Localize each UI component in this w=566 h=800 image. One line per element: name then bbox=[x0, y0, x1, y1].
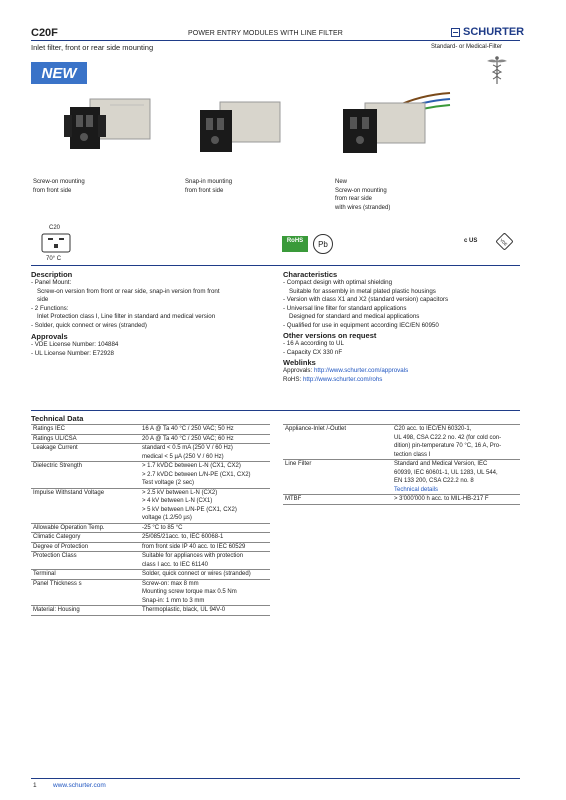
spec-value-line: standard < 0.5 mA (250 V / 60 Hz) bbox=[142, 445, 233, 451]
spec-value bbox=[140, 523, 270, 533]
table-row bbox=[31, 606, 270, 616]
approvals-line: - UL License Number: E72928 bbox=[31, 349, 115, 357]
connector-temp: 70° C bbox=[46, 256, 62, 262]
characteristics-line: - Qualified for use in equipment according IEC/EN 60950 bbox=[283, 321, 439, 329]
table-row bbox=[31, 552, 270, 570]
technical-details-link[interactable]: Technical details bbox=[394, 486, 439, 493]
spec-key: Appliance-Inlet /-Outlet bbox=[283, 425, 392, 460]
approvals-line: - VDE License Number: 104884 bbox=[31, 341, 119, 348]
spec-value bbox=[392, 495, 520, 505]
spec-value-line: UL 498, CSA C22.2 no. 42 (for cold con- bbox=[394, 434, 502, 441]
technical-heading: Technical Data bbox=[31, 414, 84, 423]
spec-value bbox=[392, 425, 520, 460]
caption-line: from front side bbox=[33, 187, 72, 194]
spec-value bbox=[140, 444, 270, 462]
medical-caduceus-icon bbox=[486, 55, 508, 85]
spec-key: Protection Class bbox=[31, 552, 140, 570]
spec-key: Climatic Category bbox=[31, 533, 140, 543]
footer-website-link[interactable]: www.schurter.com bbox=[53, 782, 106, 789]
approvals-heading: Approvals bbox=[31, 332, 68, 341]
spec-value bbox=[392, 460, 520, 495]
weblink-rohs bbox=[283, 376, 520, 385]
vde-icon bbox=[495, 232, 513, 250]
spec-key: Ratings IEC bbox=[31, 425, 140, 435]
spec-value bbox=[140, 552, 270, 570]
spec-value-line: > 5 kV between L/N-PE (CX1, CX2) bbox=[142, 506, 237, 513]
standard-label: Standard- or Medical-Filter bbox=[431, 44, 503, 50]
c20-connector-icon bbox=[41, 233, 71, 253]
description-line: Inlet Protection class I, Line filter in standard and medical version bbox=[37, 313, 216, 320]
table-row bbox=[31, 488, 270, 523]
description-line: side bbox=[37, 296, 49, 303]
spec-key: Panel Thickness s bbox=[31, 579, 140, 606]
product-image-front-snap bbox=[190, 90, 285, 170]
spec-value-line: tection class I bbox=[394, 451, 431, 458]
page-number: 1 bbox=[33, 782, 37, 789]
schurter-logo-icon bbox=[451, 28, 460, 37]
spec-value-line: 60939, IEC 60601-1, UL 1283, UL 544, bbox=[394, 469, 498, 476]
other-versions-line: - 16 A according to UL bbox=[283, 340, 344, 347]
spec-key: Material: Housing bbox=[31, 606, 140, 616]
table-row bbox=[31, 533, 270, 543]
spec-value-line: 25/085/21acc. to, IEC 60068-1 bbox=[142, 534, 224, 540]
spec-value-line: EN 133 200, CSA C22.2 no. 8 bbox=[394, 478, 474, 484]
spec-key: Impulse Withstand Voltage bbox=[31, 488, 140, 523]
spec-key: Dielectric Strength bbox=[31, 462, 140, 489]
caption-rear-wires bbox=[335, 178, 390, 212]
brand-name: SCHURTER bbox=[463, 26, 525, 38]
description-section bbox=[31, 270, 276, 358]
weblinks-heading: Weblinks bbox=[283, 358, 316, 367]
product-image-rear-wires bbox=[335, 85, 455, 170]
pb-label: Pb bbox=[318, 240, 328, 249]
product-image-front-screw bbox=[60, 85, 155, 165]
connector-label: C20 bbox=[49, 225, 61, 231]
caption-line: with wires (stranded) bbox=[335, 204, 391, 211]
spec-value-line: Solder, quick connect or wires (stranded) bbox=[142, 571, 251, 577]
weblink-label: RoHS: bbox=[283, 375, 303, 383]
spec-value bbox=[140, 462, 270, 489]
spec-value bbox=[140, 434, 270, 444]
spec-value-line: dition) pin-temperature 70 °C, 16 A, Pro- bbox=[394, 443, 502, 449]
spec-value-line: C20 acc. to IEC/EN 60320-1, bbox=[394, 426, 472, 432]
spec-value-line: > 4 kV between L-N (CX1) bbox=[142, 498, 213, 504]
caption-front-snap bbox=[185, 178, 232, 195]
description-line: - Solder, quick connect or wires (stranded) bbox=[31, 321, 147, 329]
description-line: - 2 Functions: bbox=[31, 304, 69, 312]
caption-line: Screw-on mounting bbox=[335, 187, 387, 194]
section-rule bbox=[31, 265, 520, 266]
spec-value bbox=[140, 606, 270, 616]
spec-value-line: 20 A @ Ta 40 °C / 250 VAC; 60 Hz bbox=[142, 435, 234, 442]
spec-value-line: class I acc. to IEC 61140 bbox=[142, 561, 208, 568]
other-versions-line: - Capacity CX 330 nF bbox=[283, 348, 343, 356]
table-row bbox=[283, 425, 520, 460]
vde-label: VDE bbox=[499, 237, 509, 247]
spec-value bbox=[140, 570, 270, 580]
table-row bbox=[31, 425, 270, 435]
caption-line: from front side bbox=[185, 187, 224, 194]
weblink-approvals bbox=[283, 367, 520, 376]
ul-recognized-icon: c US bbox=[464, 238, 478, 244]
description-line: - Panel Mount: bbox=[31, 279, 72, 286]
spec-value-line: Standard and Medical Version, IEC bbox=[394, 461, 488, 467]
spec-value bbox=[140, 488, 270, 523]
header-rule bbox=[31, 40, 520, 41]
table-row bbox=[31, 462, 270, 489]
table-row bbox=[283, 495, 520, 505]
spec-value-line: Snap-in: 1 mm to 3 mm bbox=[142, 597, 205, 604]
characteristics-section bbox=[283, 270, 520, 384]
caption-line: Screw-on mounting bbox=[33, 179, 85, 185]
product-code: C20F bbox=[31, 27, 58, 39]
approvals-link[interactable]: http://www.schurter.com/approvals bbox=[313, 367, 409, 374]
brand-logo bbox=[451, 26, 524, 38]
spec-value-line: Screw-on: max 8 mm bbox=[142, 580, 199, 587]
characteristics-heading: Characteristics bbox=[283, 270, 338, 279]
spec-key: Ratings UL/CSA bbox=[31, 434, 140, 444]
spec-value-line: -25 °C to 85 °C bbox=[142, 524, 183, 531]
spec-value-line: > 3'000'000 h acc. to MIL-HB-217 F bbox=[394, 496, 489, 502]
spec-value bbox=[140, 579, 270, 606]
table-row bbox=[31, 542, 270, 552]
spec-value-line: 16 A @ Ta 40 °C / 250 VAC; 50 Hz bbox=[142, 426, 234, 432]
characteristics-line: - Version with class X1 and X2 (standard version) capacitors bbox=[283, 296, 449, 303]
rohs-link[interactable]: http://www.schurter.com/rohs bbox=[302, 375, 383, 383]
table-row bbox=[31, 523, 270, 533]
table-row bbox=[31, 579, 270, 606]
spec-value-line: Suitable for appliances with protection bbox=[142, 553, 244, 559]
spec-key: Line Filter bbox=[283, 460, 392, 495]
caption-line: from rear side bbox=[335, 196, 373, 202]
table-row bbox=[31, 570, 270, 580]
characteristics-line: - Universal line filter for standard applications bbox=[283, 304, 407, 312]
lead-free-icon bbox=[313, 234, 333, 254]
subtitle: Inlet filter, front or rear side mounting bbox=[31, 43, 154, 52]
spec-value-line: Mounting screw torque max 0.5 Nm bbox=[142, 589, 237, 595]
characteristics-line: Designed for standard and medical applications bbox=[289, 313, 420, 320]
spec-value-line: Thermoplastic, black, UL 94V-0 bbox=[142, 607, 226, 613]
spec-key: MTBF bbox=[283, 495, 392, 505]
spec-value bbox=[140, 542, 270, 552]
characteristics-line: - Compact design with optimal shielding bbox=[283, 279, 393, 286]
spec-value-line: medical < 5 µA (250 V / 60 Hz) bbox=[142, 453, 224, 460]
spec-value-line: > 1.7 kVDC between L-N (CX1, CX2) bbox=[142, 463, 241, 469]
spec-value bbox=[140, 425, 270, 435]
spec-key: Terminal bbox=[31, 570, 140, 580]
rohs-label: RoHS bbox=[286, 238, 304, 244]
caption-line: Snap-in mounting bbox=[185, 179, 233, 185]
rohs-icon bbox=[282, 236, 308, 252]
spec-value bbox=[140, 533, 270, 543]
document-title: POWER ENTRY MODULES WITH LINE FILTER bbox=[188, 30, 343, 37]
description-line: Screw-on version from front or rear side, snap-in version from front bbox=[37, 287, 220, 295]
footer-rule bbox=[31, 778, 520, 779]
technical-table-left bbox=[31, 424, 270, 616]
spec-key: Degree of Protection bbox=[31, 542, 140, 552]
table-row bbox=[31, 434, 270, 444]
spec-value-line: > 2.5 kV between L-N (CX2) bbox=[142, 489, 218, 496]
other-versions-heading: Other versions on request bbox=[283, 331, 377, 340]
weblink-label: Approvals: bbox=[283, 367, 314, 374]
caption-front-screw bbox=[33, 178, 85, 195]
table-row bbox=[31, 444, 270, 462]
description-heading: Description bbox=[31, 270, 73, 279]
caption-line: New bbox=[335, 179, 348, 185]
spec-key: Allowable Operation Temp. bbox=[31, 523, 140, 533]
characteristics-line: Suitable for assembly in metal plated plastic housings bbox=[289, 287, 436, 295]
spec-value-line: Test voltage (2 sec) bbox=[142, 480, 195, 486]
technical-table-right bbox=[283, 424, 520, 505]
spec-key: Leakage Current bbox=[31, 444, 140, 462]
table-row bbox=[283, 460, 520, 495]
spec-value-line: from front side IP 40 acc. to IEC 60529 bbox=[142, 543, 246, 550]
section-rule bbox=[31, 410, 520, 411]
spec-value-line: voltage (1.2/50 µs) bbox=[142, 515, 192, 521]
new-badge: NEW bbox=[31, 62, 87, 84]
spec-value-line: > 2.7 kVDC between L/N-PE (CX1, CX2) bbox=[142, 471, 251, 478]
